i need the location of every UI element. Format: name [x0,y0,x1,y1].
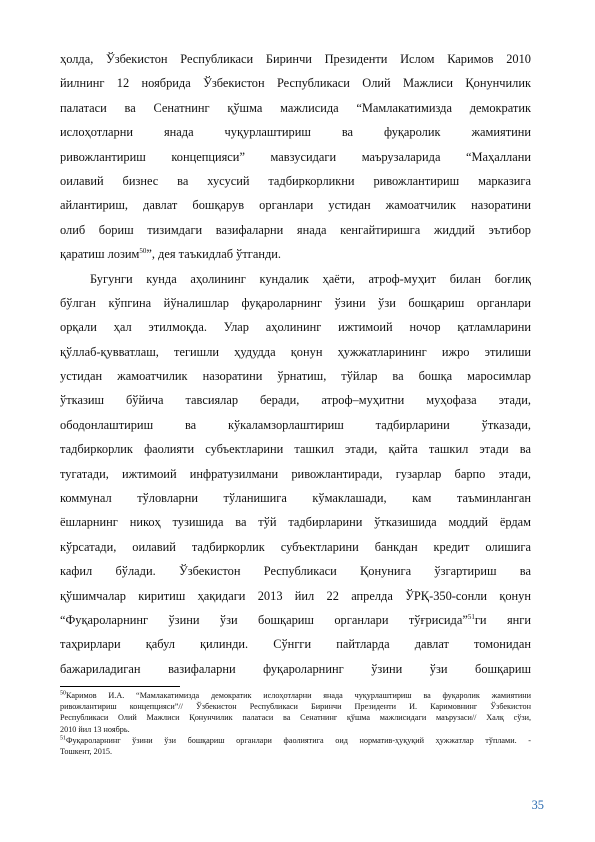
text-line: коммунал тўловларни тўланишига кўмаклашади, кам таъминланган [60,491,531,506]
text-line: орқали ҳал этилмоқда. Улар аҳолининг ижтимоий ночор қатламларини [60,320,531,335]
text-fragment: ”, дея таъкидлаб ўтганди. [146,247,281,262]
text-line: оилавий бизнес ва хусусий тадбиркорликни ривожлантириш марказига [60,173,531,188]
page-number: 35 [531,798,544,812]
text-line: олиб бориш тизимдаги вазифаларни янада кенгайтиришга жиддий эътибор [60,222,531,237]
text-line: кафил бўлади. Ўзбекистон Республикаси Қонунига ўзгартириш ва [60,564,531,579]
footnote-line: 2010 йил 13 ноябрь. [60,724,130,734]
text-line: палатаси ва Сенатнинг қўшма мажлисида “Мамлакатимизда демократик [60,100,531,115]
footnote-ref-50: 50 [139,247,147,255]
text-line [60,242,531,266]
footnotes [60,690,531,757]
footnote-line: ривожлантириш концепцияси”// Ўзбекистон Республикаси Биринчи Президенти И. Каримовнинг Ўзбекистон [60,702,531,712]
footnote-line [60,690,531,701]
text-line [60,608,531,632]
text-fragment: ги янги [474,612,531,627]
text-line: тугатади, ижтимоий инфратузилмани ривожлантиради, гузарлар барпо этади, [60,466,531,481]
text-line: қўшимчалар киритиш ҳақидаги 2013 йил 22 апрелда ЎРҚ-350-сонли қонун [60,588,531,603]
text-fragment: қаратиш лозим [60,247,140,262]
text-line: ўтказиш бўйича тавсиялар беради, атроф–муҳитни муҳофаза этади, [60,393,531,408]
text-line: қўллаб-қувватлаш, тегишли ҳудудда қонун ҳужжатларининг ижро этилиши [60,344,531,359]
text-line: ободонлаштириш ва кўкаламзорлаштириш тадбирларини ўтказади, [60,417,531,432]
footnote-marker-50: 50 [60,690,66,697]
text-line: кўрсатади, оилавий тадбиркорлик субъектларини банкдан кредит олишига [60,539,531,554]
text-fragment: “Фуқароларнинг ўзини ўзи бошқариш органлари тўғрисида” [60,612,468,627]
footnote-separator [60,686,180,687]
text-line: ҳолда, Ўзбекистон Республикаси Биринчи Президенти Ислом Каримов 2010 [60,52,531,66]
footnote-line: Республикаси Олий Мажлиси Қонунчилик палатаси ва Сенатнинг қўшма мажлисидаги маърузаси// Халқ сўзи, [60,713,531,723]
text-line: таҳрирлари қабул қилинди. Сўнгги пайтларда давлат томонидан [60,637,531,652]
text-line: ислоҳотларни янада чуқурлаштириш ва фуқаролик жамиятини [60,125,531,140]
footnote-line: Тошкент, 2015. [60,746,113,756]
footnote-text: Фуқароларнинг ўзини ўзи бошқариш органлари фаолиятига оид норматив-ҳуқуқий ҳужжатлар тўплами. - [66,735,531,745]
text-line: бажариладиган вазифаларни фуқароларнинг ўзини ўзи бошқариш [60,661,531,676]
text-line: ёшларнинг никоҳ тузишида ва тўй тадбирларини ўтказишида моддий ёрдам [60,515,531,530]
text-line: йилнинг 12 ноябрида Ўзбекистон Республикаси Олий Мажлиси Қонунчилик [60,76,531,91]
text-line: тадбиркорлик фаолияти субъектларини ташкил этади, қайта ташкил этади ва [60,442,531,457]
text-line: ривожлантириш концепцияси” мавзусидаги маърузаларида “Маҳаллани [60,149,531,164]
footnote-marker-51: 51 [60,735,66,742]
text-line: айлантириш, давлат бошқарув органлари устидан жамоатчилик назоратини [60,198,531,213]
text-line: бўлган кўпгина йўналишлар фуқароларнинг ўзини ўзи бошқариш органлари [60,295,531,310]
footnote-line [60,735,531,746]
text-line: Бугунги кунда аҳолининг кундалик ҳаёти, атроф-муҳит билан боғлиқ [90,271,531,286]
body-text [60,47,531,681]
footnote-ref-51: 51 [467,612,475,621]
text-line: устидан жамоатчилик назоратини ўрнатиш, тўйлар ва бошқа маросимлар [60,369,531,384]
footnote-text: Каримов И.А. “Мамлакатимизда демократик ислоҳотларни янада чуқурлаштириш ва фуқаролик жамиятини [66,691,531,700]
